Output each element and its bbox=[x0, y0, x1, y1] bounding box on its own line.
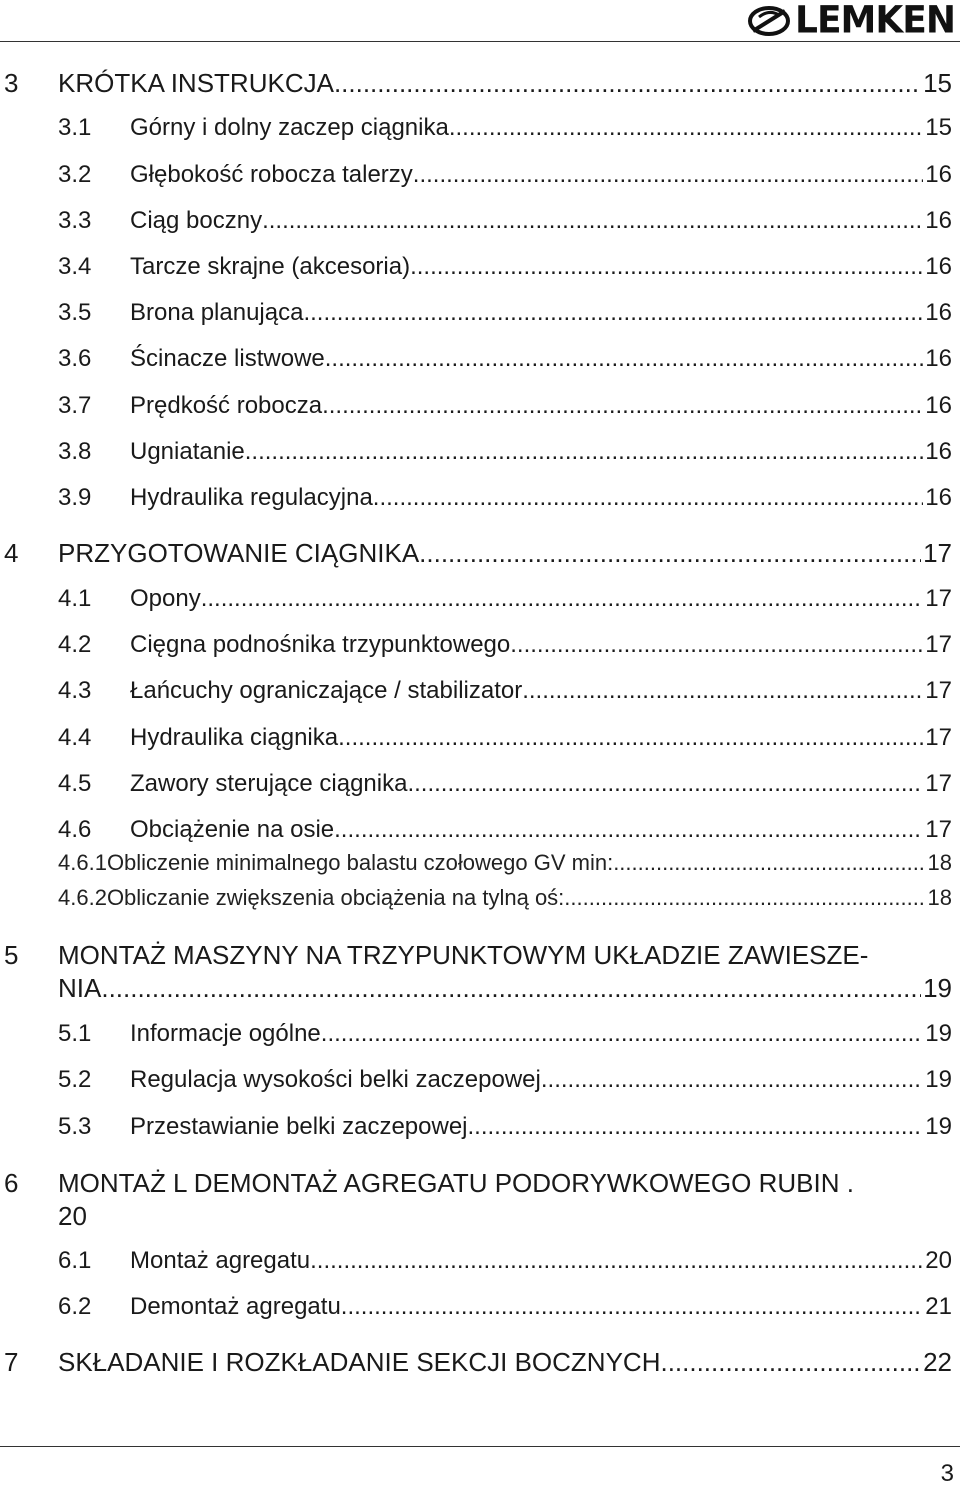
toc-entry[interactable] bbox=[0, 299, 952, 333]
toc-dot-leader bbox=[334, 816, 923, 844]
toc-entry-title: Montaż agregatu bbox=[130, 1247, 311, 1274]
toc-entry[interactable] bbox=[0, 538, 952, 572]
toc-entry-title: Obciążenie na osie bbox=[130, 816, 335, 843]
toc-entry-title: Tarcze skrajne (akcesoria) bbox=[130, 253, 411, 280]
toc-entry-number: 5.3 bbox=[58, 1113, 92, 1140]
toc-entry-title: Cięgna podnośnika trzypunktowego bbox=[130, 631, 511, 658]
brand-name: LEMKEN bbox=[795, 0, 955, 42]
toc-entry-title: Hydraulika ciągnika bbox=[130, 724, 339, 751]
toc-entry-title: Informacje ogólne bbox=[130, 1020, 321, 1047]
toc-dot-leader bbox=[201, 585, 924, 613]
toc-entry-number: 6.2 bbox=[58, 1293, 92, 1320]
toc-entry-page: 17 bbox=[925, 677, 952, 704]
page-number: 3 bbox=[940, 1460, 954, 1487]
toc-entry-title: Regulacja wysokości belki zaczepowej bbox=[130, 1066, 541, 1093]
toc-entry-title: Łańcuchy ograniczające / stabilizator bbox=[130, 677, 523, 704]
toc-entry-page: 16 bbox=[925, 392, 952, 419]
toc-entry[interactable] bbox=[0, 1113, 952, 1147]
toc-entry-title: Przestawianie belki zaczepowej bbox=[130, 1113, 468, 1140]
toc-entry-title: Ugniatanie bbox=[130, 438, 245, 465]
toc-dot-leader bbox=[310, 1247, 923, 1275]
toc-entry[interactable] bbox=[0, 631, 952, 665]
toc-entry-page: 19 bbox=[925, 1020, 952, 1047]
toc-dot-leader bbox=[262, 207, 923, 235]
toc-entry-number: 4.3 bbox=[58, 677, 92, 704]
toc-entry-number: 3.4 bbox=[58, 253, 92, 280]
toc-entry[interactable] bbox=[0, 68, 952, 102]
toc-dot-leader bbox=[373, 484, 924, 512]
toc-entry-number: 4.5 bbox=[58, 770, 92, 797]
toc-entry-number: 4.1 bbox=[58, 585, 92, 612]
toc-entry-number: 4.2 bbox=[58, 631, 92, 658]
toc-entry-title: PRZYGOTOWANIE CIĄGNIKA bbox=[58, 538, 420, 568]
toc-entry-page: 16 bbox=[925, 161, 952, 188]
toc-entry-page: 17 bbox=[925, 631, 952, 658]
toc-entry-number: 3.2 bbox=[58, 161, 92, 188]
toc-dot-leader bbox=[564, 885, 925, 911]
toc-entry-title: Brona planująca bbox=[130, 299, 304, 326]
toc-entry-number: 3.3 bbox=[58, 207, 92, 234]
toc-entry[interactable] bbox=[0, 484, 952, 518]
toc-entry[interactable] bbox=[0, 253, 952, 287]
toc-entry-number: 3 bbox=[4, 68, 19, 98]
toc-entry-page: 16 bbox=[925, 345, 952, 372]
toc-entry-page: 17 bbox=[923, 538, 952, 568]
toc-entry-number: 4.6.1 bbox=[58, 850, 107, 875]
toc-dot-leader bbox=[321, 1020, 924, 1048]
toc-entry-title: Demontaż agregatu bbox=[130, 1293, 341, 1320]
toc-entry-page: 19 bbox=[925, 1066, 952, 1093]
toc-entry-number: 3.7 bbox=[58, 392, 92, 419]
toc-entry-page: 16 bbox=[925, 438, 952, 465]
toc-dot-leader bbox=[660, 1347, 921, 1378]
toc-entry-title: MONTAŻ L DEMONTAŻ AGREGATU PODORYWKOWEGO RUBIN . bbox=[58, 1168, 854, 1198]
toc-entry-title-continued: NIA bbox=[58, 973, 102, 1003]
toc-entry-number: 3.6 bbox=[58, 345, 92, 372]
toc-entry-title: Hydraulika regulacyjna bbox=[130, 484, 373, 511]
toc-entry-continuation[interactable] bbox=[0, 1201, 952, 1235]
toc-entry[interactable] bbox=[0, 585, 952, 619]
toc-entry[interactable] bbox=[0, 724, 952, 758]
toc-dot-leader bbox=[245, 438, 924, 466]
toc-dot-leader bbox=[325, 345, 924, 373]
toc-entry-number: 3.1 bbox=[58, 114, 92, 141]
toc-entry-page: 17 bbox=[925, 724, 952, 751]
toc-entry-number: 3.9 bbox=[58, 484, 92, 511]
toc-entry-page: 16 bbox=[925, 484, 952, 511]
toc-entry-number: 3.8 bbox=[58, 438, 92, 465]
toc-entry[interactable] bbox=[0, 1247, 952, 1281]
toc-entry-number: 4.4 bbox=[58, 724, 92, 751]
toc-entry[interactable] bbox=[0, 392, 952, 426]
toc-entry-page: 19 bbox=[923, 973, 952, 1003]
toc-entry-page: 16 bbox=[925, 253, 952, 280]
toc-dot-leader bbox=[303, 299, 923, 327]
toc-entry-number: 6.1 bbox=[58, 1247, 92, 1274]
lemken-emblem-icon bbox=[747, 5, 791, 37]
toc-entry-page: 15 bbox=[923, 68, 952, 98]
toc-dot-leader bbox=[413, 161, 924, 189]
toc-entry-number: 6 bbox=[4, 1168, 19, 1198]
toc-dot-leader bbox=[410, 253, 923, 281]
toc-dot-leader bbox=[468, 1113, 924, 1141]
toc-entry-page: 15 bbox=[925, 114, 952, 141]
toc-entry-page: 17 bbox=[925, 585, 952, 612]
toc-entry-title: Prędkość robocza bbox=[130, 392, 323, 419]
toc-entry-number: 4.6 bbox=[58, 816, 92, 843]
toc-entry[interactable] bbox=[0, 1066, 952, 1100]
toc-entry-page: 18 bbox=[927, 850, 952, 875]
toc-entry-title: Opony bbox=[130, 585, 201, 612]
toc-entry-page: 17 bbox=[925, 816, 952, 843]
toc-entry-title: MONTAŻ MASZYNY NA TRZYPUNKTOWYM UKŁADZIE ZAWIESZE- bbox=[58, 940, 869, 970]
toc-dot-leader bbox=[541, 1066, 923, 1094]
toc-entry-title: Głębokość robocza talerzy bbox=[130, 161, 413, 188]
toc-entry[interactable] bbox=[0, 850, 952, 884]
toc-entry-title-continued: 20 bbox=[58, 1201, 87, 1231]
toc-entry-title: Górny i dolny zaczep ciągnika bbox=[130, 114, 449, 141]
toc-entry[interactable] bbox=[0, 1293, 952, 1327]
toc-entry-continuation[interactable] bbox=[0, 973, 952, 1007]
toc-entry-title: Ciąg boczny bbox=[130, 207, 263, 234]
toc-entry[interactable] bbox=[0, 345, 952, 379]
toc-entry-page: 16 bbox=[925, 207, 952, 234]
toc-entry[interactable] bbox=[0, 207, 952, 241]
toc-dot-leader bbox=[334, 68, 921, 99]
toc-entry[interactable] bbox=[0, 885, 952, 919]
toc-entry-title: SKŁADANIE I ROZKŁADANIE SEKCJI BOCZNYCH bbox=[58, 1347, 661, 1377]
toc-entry[interactable] bbox=[0, 1020, 952, 1054]
toc-entry-number: 3.5 bbox=[58, 299, 92, 326]
toc-entry[interactable] bbox=[0, 1347, 952, 1381]
toc-dot-leader bbox=[322, 392, 923, 420]
toc-entry[interactable] bbox=[0, 161, 952, 195]
toc-entry-number: 5.2 bbox=[58, 1066, 92, 1093]
toc-entry-page: 22 bbox=[923, 1347, 952, 1377]
toc-entry-page: 17 bbox=[925, 770, 952, 797]
toc-entry-number: 4.6.2 bbox=[58, 885, 107, 910]
toc-entry-title: Obliczenie minimalnego balastu czołowego GV min: bbox=[106, 850, 614, 875]
toc-entry[interactable] bbox=[0, 114, 952, 148]
toc-dot-leader bbox=[510, 631, 923, 659]
footer-rule bbox=[0, 1446, 960, 1447]
toc-entry-page: 16 bbox=[925, 299, 952, 326]
toc-entry[interactable] bbox=[0, 677, 952, 711]
toc-entry[interactable] bbox=[0, 770, 952, 804]
toc-entry-page: 20 bbox=[925, 1247, 952, 1274]
toc-entry[interactable] bbox=[0, 1168, 952, 1202]
toc-entry-number: 4 bbox=[4, 538, 19, 568]
toc-dot-leader bbox=[613, 850, 925, 876]
toc-dot-leader bbox=[341, 1293, 924, 1321]
toc-entry-number: 5 bbox=[4, 940, 19, 970]
toc-entry-page: 18 bbox=[927, 885, 952, 910]
toc-entry-title: Ścinacze listwowe bbox=[130, 345, 325, 372]
toc-entry-page: 19 bbox=[925, 1113, 952, 1140]
toc-entry-title: Obliczanie zwiększenia obciążenia na tylną oś: bbox=[106, 885, 565, 910]
toc-entry[interactable] bbox=[0, 816, 952, 850]
toc-dot-leader bbox=[407, 770, 923, 798]
toc-entry[interactable] bbox=[0, 940, 952, 974]
toc-entry-number: 5.1 bbox=[58, 1020, 92, 1047]
toc-entry-number: 7 bbox=[4, 1347, 19, 1377]
brand-logo bbox=[747, 0, 955, 42]
toc-entry-title: Zawory sterujące ciągnika bbox=[130, 770, 408, 797]
toc-entry-title: KRÓTKA INSTRUKCJA bbox=[58, 68, 334, 98]
toc-dot-leader bbox=[419, 538, 921, 569]
toc-dot-leader bbox=[522, 677, 923, 705]
toc-dot-leader bbox=[338, 724, 923, 752]
toc-entry-page: 21 bbox=[925, 1293, 952, 1320]
toc-dot-leader bbox=[101, 973, 921, 1004]
toc-entry[interactable] bbox=[0, 438, 952, 472]
toc-dot-leader bbox=[449, 114, 923, 142]
